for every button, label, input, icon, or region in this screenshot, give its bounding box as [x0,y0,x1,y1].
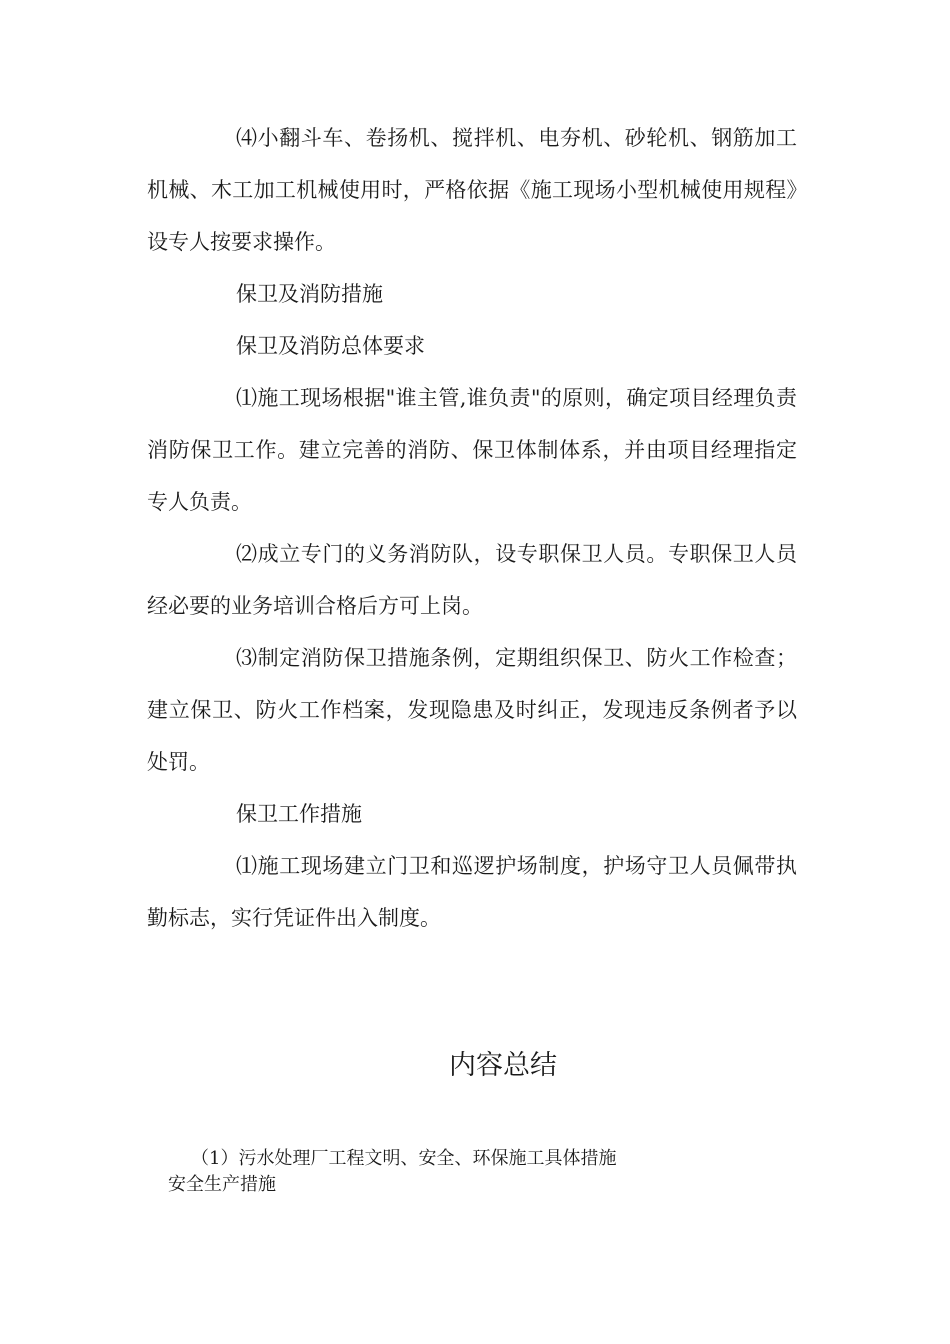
paragraph-machinery-operation: ⑷小翻斗车、卷扬机、搅拌机、电夯机、砂轮机、钢筋加工机械、木工加工机械使用时，严格依据《施工现场小型机械使用规程》设专人按要求操作。 [147,126,797,254]
summary-item: 安全生产措施 [168,1174,276,1195]
paragraph-gate-patrol: ⑴施工现场建立门卫和巡逻护场制度，护场守卫人员佩带执勤标志，实行凭证件出入制度。 [147,854,797,930]
summary-item: （1）污水处理厂工程文明、安全、环保施工具体措施 [191,1148,617,1169]
section-heading-general-requirements: 保卫及消防总体要求 [236,334,425,358]
paragraph-fire-brigade: ⑵成立专门的义务消防队，设专职保卫人员。专职保卫人员经必要的业务培训合格后方可上岗。 [147,542,797,618]
summary-title: 内容总结 [449,1050,557,1081]
summary-list [168,1146,616,1198]
paragraph-responsibility-principle: ⑴施工现场根据"谁主管,谁负责"的原则，确定项目经理负责消防保卫工作。建立完善的消防、保卫体制体系，并由项目经理指定专人负责。 [147,386,797,514]
section-heading-security-measures: 保卫工作措施 [236,802,362,826]
document-body [147,112,797,944]
paragraph-inspection-rules: ⑶制定消防保卫措施条例，定期组织保卫、防火工作检查；建立保卫、防火工作档案，发现隐患及时纠正，发现违反条例者予以处罚。 [147,646,797,774]
section-heading-security-fire: 保卫及消防措施 [236,282,383,306]
